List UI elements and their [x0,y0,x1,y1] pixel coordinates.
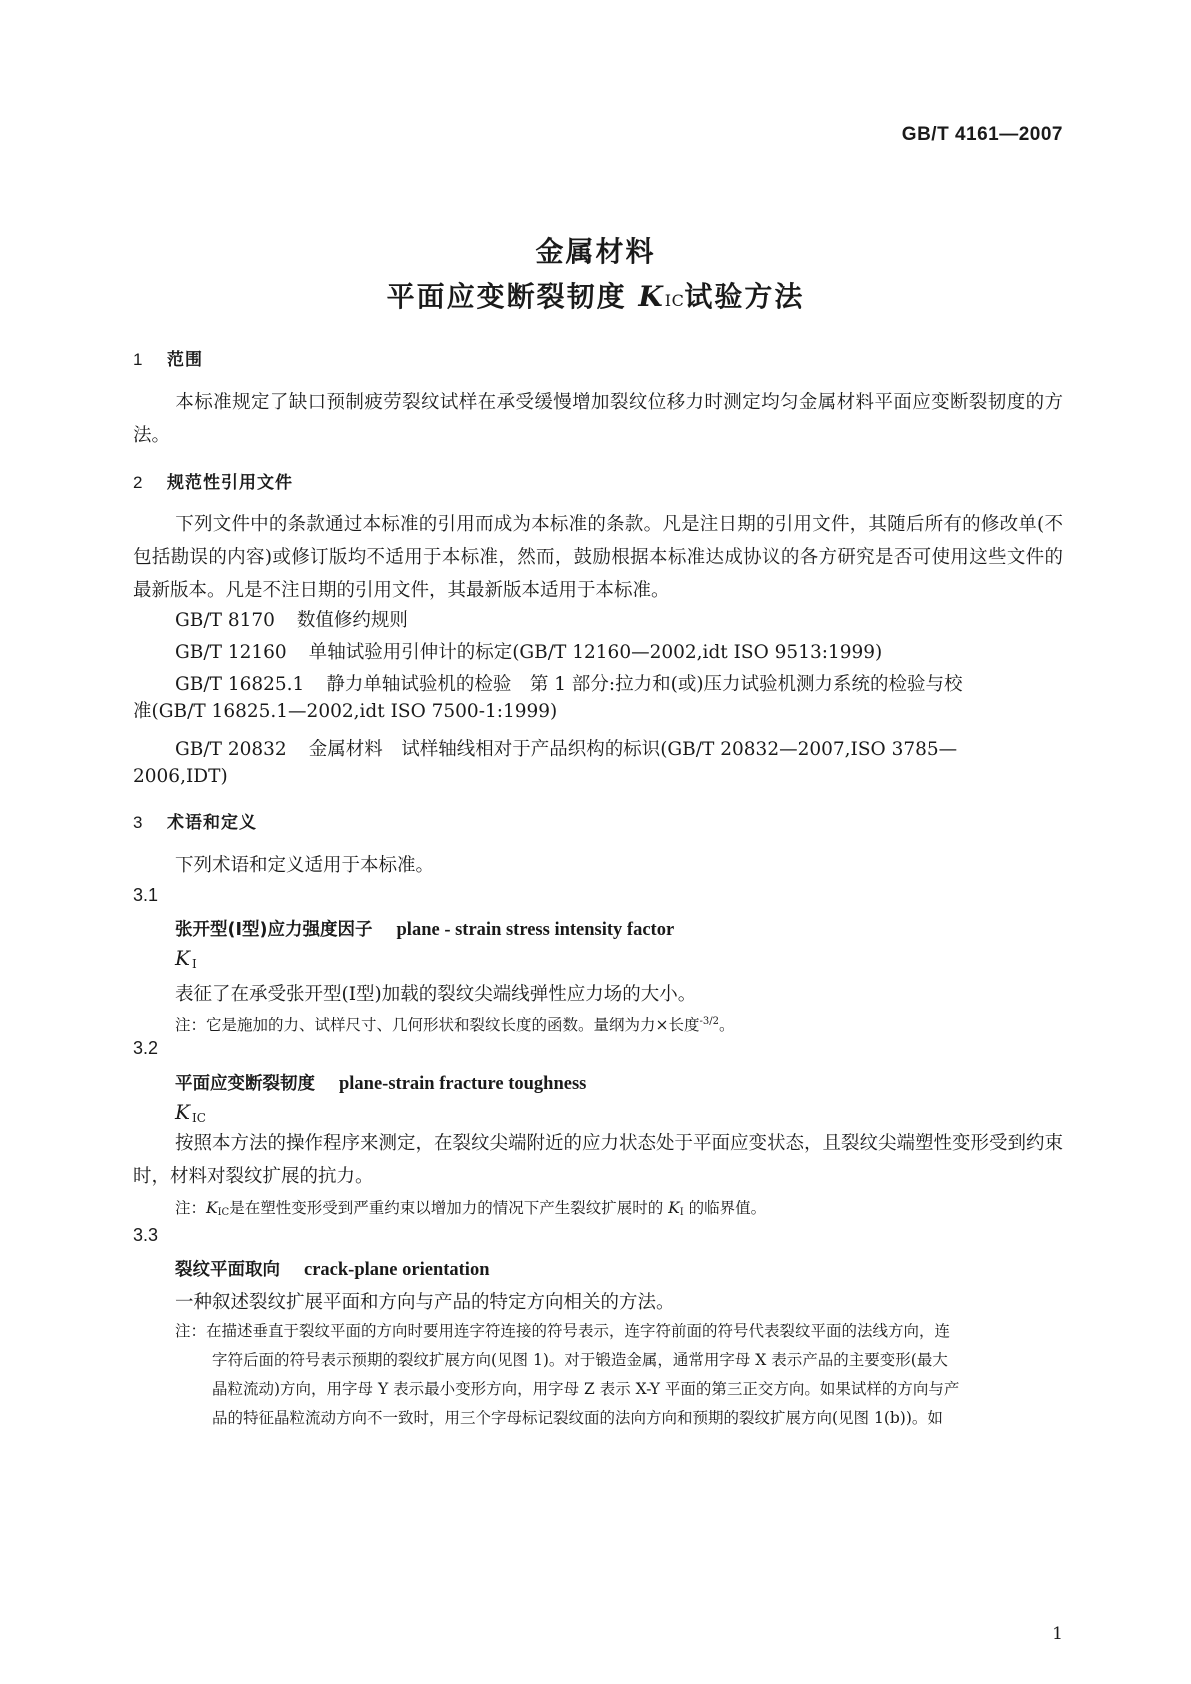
definition-text: 按照本方法的操作程序来测定，在裂纹尖端附近的应力状态处于平面应变状态，且裂纹尖端塑性变形受到约束时，材料对裂纹扩展的抗力。 [133,1133,1064,1187]
title-line-1: 金属材料 [535,235,656,268]
clause-3-2-term [175,1070,586,1095]
symbol-subscript: I [191,957,197,971]
section-number: 3 [133,813,144,832]
clause-3-2-definition [133,1127,1063,1193]
term-chinese: 张开型(Ⅰ型)应力强度因子 [175,920,373,940]
clause-3-1-symbol [175,946,197,971]
note-line: 字符后面的符号表示预期的裂纹扩展方向(见图 1)。对于锻造金属，通常用字母 X 表示产品的主要变形(最大 [212,1351,948,1369]
note-end: 的临界值。 [683,1199,767,1217]
term-english: plane-strain fracture toughness [339,1074,587,1094]
section-title: 范围 [167,350,203,370]
clause-3-1-definition: 表征了在承受张开型(Ⅰ型)加载的裂纹尖端线弹性应力场的大小。 [175,984,697,1005]
paragraph-text: 下列文件中的条款通过本标准的引用而成为本标准的条款。凡是注日期的引用文件，其随后所有的修改单(不包括勘误的内容)或修订版均不适用于本标准，然而，鼓励根据本标准达成协议的各方研究是否可使用这些文件的最新版本。凡是不注日期的引用文件，其最新版本适用于本标准。 [133,514,1063,601]
note-end: 。 [718,1016,735,1034]
note-k-symbol: K [668,1199,680,1217]
reference-item [175,638,882,664]
clause-3-2-symbol [175,1100,206,1125]
standard-number: GB/T 4161—2007 [901,124,1063,145]
reference-code: GB/T 20832 [175,739,287,760]
clause-3-3-definition: 一种叙述裂纹扩展平面和方向与产品的特定方向相关的方法。 [175,1292,675,1313]
clause-3-1-number: 3.1 [133,885,159,905]
reference-title: 静力单轴试验机的检验 第 1 部分:拉力和(或)压力试验机测力系统的检验与校 [326,674,963,695]
note-k-subscript: IC [217,1207,230,1218]
section-2-body [133,508,1063,607]
note-k-subscript: I [679,1207,684,1218]
title-k-subscript: IC [664,291,685,310]
reference-title: 数值修约规则 [296,610,408,631]
clause-3-2-number: 3.2 [133,1038,159,1058]
section-2-heading [133,468,293,493]
term-english: plane - strain stress intensity factor [396,920,675,940]
reference-item [175,670,963,696]
section-title: 规范性引用文件 [167,473,293,493]
term-chinese: 平面应变断裂韧度 [175,1074,315,1094]
clause-3-3-number: 3.3 [133,1225,159,1245]
title-suffix: 试验方法 [684,280,805,313]
clause-3-1-term [175,916,674,941]
section-1-body [133,386,1063,452]
reference-item [175,735,957,761]
term-chinese: 裂纹平面取向 [175,1260,280,1280]
note-line: 注：在描述垂直于裂纹平面的方向时要用连字符连接的符号表示，连字符前面的符号代表裂纹平面的法线方向，连 [175,1322,951,1340]
reference-item [175,606,408,632]
section-1-heading [133,345,203,370]
symbol-subscript: IC [191,1111,206,1125]
paragraph-text: 本标准规定了缺口预制疲劳裂纹试样在承受缓慢增加裂纹位移力时测定均匀金属材料平面应变断裂韧度的方法。 [133,392,1063,446]
section-number: 1 [133,350,144,369]
note-text: 注：它是施加的力、试样尺寸、几何形状和裂纹长度的函数。量纲为力×长度 [175,1016,700,1034]
term-english: crack-plane orientation [304,1260,490,1280]
clause-3-3-term [175,1256,490,1281]
clause-3-1-note [175,1013,735,1035]
section-title: 术语和定义 [167,813,257,833]
reference-title: 单轴试验用引伸计的标定(GB/T 12160—2002,idt ISO 9513:1999) [308,642,883,663]
section-3-intro: 下列术语和定义适用于本标准。 [175,855,435,876]
title-line-2 [0,275,1191,315]
clause-3-2-note [175,1196,766,1218]
clause-3-3-note [175,1317,1063,1433]
note-k-symbol: K [206,1199,218,1217]
note-line: 晶粒流动)方向，用字母 Y 表示最小变形方向，用字母 Z 表示 X-Y 平面的第三正交方向。如果试样的方向与产 [212,1380,960,1398]
title-prefix: 平面应变断裂韧度 [386,280,639,313]
reference-continuation: 2006,IDT) [133,766,228,787]
reference-code: GB/T 16825.1 [175,674,305,695]
page-number: 1 [1052,1624,1063,1644]
note-line: 品的特征晶粒流动方向不一致时，用三个字母标记裂纹面的法向方向和预期的裂纹扩展方向(见图 1(b))。如 [212,1409,943,1427]
title-k-symbol: K [638,280,665,313]
section-number: 2 [133,473,144,492]
reference-code: GB/T 12160 [175,642,287,663]
note-prefix: 注： [175,1199,207,1217]
reference-code: GB/T 8170 [175,610,275,631]
symbol-letter: K [175,946,190,970]
reference-continuation: 准(GB/T 16825.1—2002,idt ISO 7500-1:1999) [133,701,558,722]
note-text: 是在塑性变形受到严重约束以增加力的情况下产生裂纹扩展时的 [229,1199,669,1217]
reference-title: 金属材料 试样轴线相对于产品织构的标识(GB/T 20832—2007,ISO 3785— [308,739,958,760]
section-3-heading [133,808,257,833]
symbol-letter: K [175,1100,190,1124]
note-exponent: -3/2 [699,1016,719,1027]
